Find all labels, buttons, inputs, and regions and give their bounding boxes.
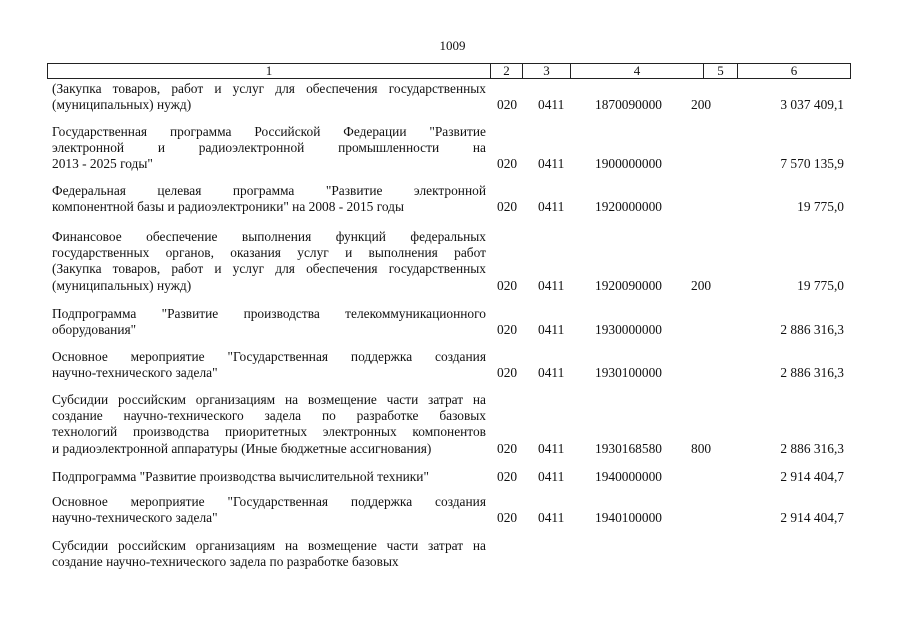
row-section-code: 020 (497, 199, 518, 215)
description-line: оборудования" (52, 322, 137, 338)
row-subsection-code: 0411 (538, 468, 565, 484)
description-line: технологий производства приоритетных электронных компонентов (52, 424, 486, 440)
page-number: 1009 (439, 38, 466, 53)
row-amount: 2 914 404,7 (780, 510, 844, 526)
row-section-code: 020 (497, 510, 518, 526)
description-line: Основное мероприятие "Государственная поддержка создания (52, 494, 486, 509)
description-line: создание научно-технического задела по разработке базовых (52, 554, 399, 570)
row-subsection-code: 0411 (538, 277, 565, 293)
row-subsection-code: 0411 (538, 199, 565, 215)
row-amount: 2 886 316,3 (780, 322, 844, 338)
description-line: компонентной базы и радиоэлектроники" на 2008 - 2015 годы (52, 199, 404, 215)
table-row (0, 349, 905, 381)
description-line: (Закупка товаров, работ и услуг для обеспечения государственных (52, 261, 486, 277)
description-line: Подпрограмма "Развитие производства телекоммуникационного (52, 306, 486, 321)
description-line: (муниципальных) нужд) (52, 277, 192, 293)
description-line: Основное мероприятие "Государственная поддержка создания (52, 349, 486, 364)
row-description (52, 229, 486, 294)
description-line: 2013 - 2025 годы" (52, 156, 153, 172)
row-section-code: 020 (497, 322, 518, 338)
description-line: электронной и радиоэлектронной промышленности на (52, 140, 486, 156)
description-line: создание научно-технического задела по разработке базовых (52, 408, 486, 424)
row-amount: 19 775,0 (797, 277, 844, 293)
row-amount: 19 775,0 (797, 199, 844, 215)
table-row (0, 306, 905, 338)
description-line: Субсидии российским организациям на возмещение части затрат на (52, 538, 486, 553)
description-line: и радиоэлектронной аппаратуры (Иные бюджетные ассигнования) (52, 440, 432, 456)
row-section-code: 020 (497, 468, 518, 484)
row-description (52, 538, 486, 570)
row-subsection-code: 0411 (538, 156, 565, 172)
row-target-article: 1930100000 (595, 365, 662, 381)
row-amount: 2 914 404,7 (780, 468, 844, 484)
description-line: Государственная программа Российской Федерации "Развитие (52, 124, 486, 139)
row-target-article: 1930168580 (595, 440, 662, 456)
header-col-4: 4 (571, 64, 704, 78)
table-row (0, 124, 905, 173)
row-subsection-code: 0411 (538, 365, 565, 381)
table-row (0, 81, 905, 113)
header-col-2: 2 (491, 64, 523, 78)
row-target-article: 1940000000 (595, 468, 662, 484)
description-line: научно-технического задела" (52, 365, 218, 381)
description-line: научно-технического задела" (52, 510, 218, 526)
header-col-5: 5 (704, 64, 738, 78)
table-row (0, 494, 905, 526)
row-expense-type: 200 (691, 277, 712, 293)
description-line: Финансовое обеспечение выполнения функций федеральных (52, 229, 486, 244)
header-col-3: 3 (523, 64, 571, 78)
header-col-1: 1 (48, 64, 491, 78)
table-header-row (47, 63, 851, 79)
row-amount: 3 037 409,1 (780, 97, 844, 113)
row-description (52, 392, 486, 457)
row-description (52, 183, 486, 215)
row-target-article: 1920000000 (595, 199, 662, 215)
row-description (52, 81, 486, 113)
description-line: Федеральная целевая программа "Развитие электронной (52, 183, 486, 198)
row-description (52, 469, 486, 485)
table-row (0, 229, 905, 294)
row-amount: 7 570 135,9 (780, 156, 844, 172)
description-line: государственных органов, оказания услуг и выполнения работ (52, 245, 486, 261)
row-target-article: 1870090000 (595, 97, 662, 113)
row-subsection-code: 0411 (538, 440, 565, 456)
row-section-code: 020 (497, 156, 518, 172)
table-row (0, 392, 905, 457)
row-target-article: 1920090000 (595, 277, 662, 293)
row-amount: 2 886 316,3 (780, 365, 844, 381)
row-section-code: 020 (497, 440, 518, 456)
table-row (0, 469, 905, 485)
row-section-code: 020 (497, 277, 518, 293)
row-description (52, 306, 486, 338)
table-row (0, 183, 905, 215)
row-subsection-code: 0411 (538, 510, 565, 526)
table-row (0, 538, 905, 570)
description-line: Подпрограмма "Развитие производства вычислительной техники" (52, 469, 429, 484)
description-line: (муниципальных) нужд) (52, 97, 192, 113)
row-description (52, 349, 486, 381)
row-description (52, 494, 486, 526)
description-line: (Закупка товаров, работ и услуг для обеспечения государственных (52, 81, 486, 96)
row-expense-type: 200 (691, 97, 712, 113)
row-target-article: 1900000000 (595, 156, 662, 172)
row-description (52, 124, 486, 173)
description-line: Субсидии российским организациям на возмещение части затрат на (52, 392, 486, 407)
row-amount: 2 886 316,3 (780, 440, 844, 456)
row-expense-type: 800 (691, 440, 712, 456)
row-section-code: 020 (497, 97, 518, 113)
row-subsection-code: 0411 (538, 97, 565, 113)
row-section-code: 020 (497, 365, 518, 381)
header-col-6: 6 (790, 63, 798, 78)
row-target-article: 1930000000 (595, 322, 662, 338)
row-target-article: 1940100000 (595, 510, 662, 526)
row-subsection-code: 0411 (538, 322, 565, 338)
